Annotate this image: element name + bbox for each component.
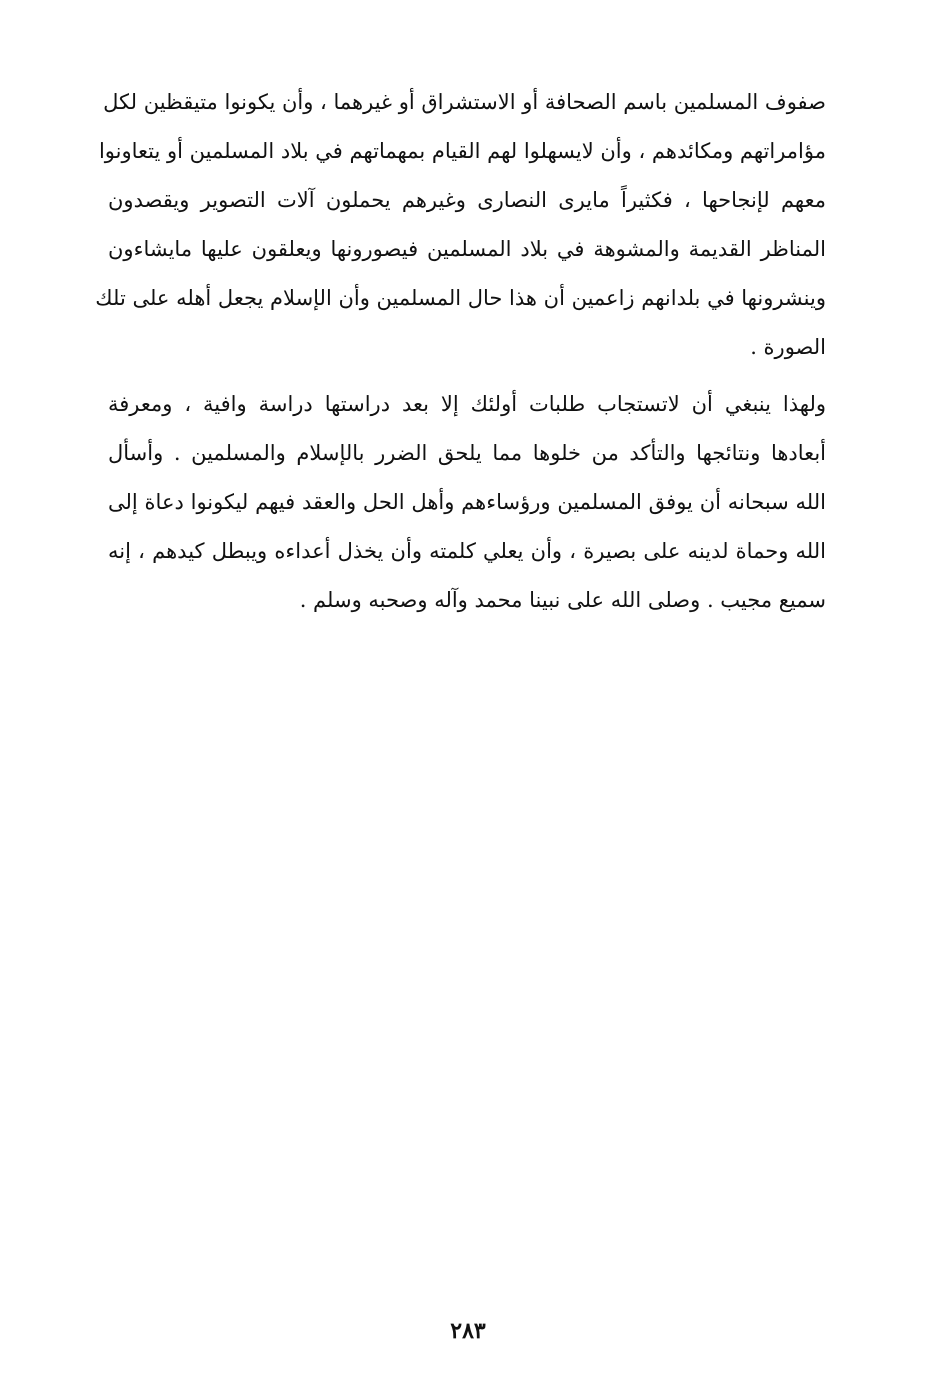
text-line: معهم لإنجاحها ، فكثيراً مايرى النصارى وغيرهم يحملون آلات التصوير ويقصدون [108,188,826,212]
text-line: سميع مجيب . وصلى الله على نبينا محمد وآله وصحبه وسلم . [299,588,826,612]
paragraph-spacer [108,372,826,380]
paragraph-1 [95,78,826,372]
text-line: المناظر القديمة والمشوهة في بلاد المسلمين فيصورونها ويعلقون عليها مايشاءون [108,237,826,261]
text-line: الله سبحانه أن يوفق المسلمين ورؤساءهم وأهل الحل والعقد فيهم ليكونوا دعاة إلى [108,490,826,514]
page-number: ٢٨٣ [450,1318,486,1344]
text-line: صفوف المسلمين باسم الصحافة أو الاستشراق أو غيرهما ، وأن يكونوا متيقظين لكل [103,90,826,114]
text-line: الصورة . [750,335,826,359]
text-line: أبعادها ونتائجها والتأكد من خلوها مما يلحق الضرر بالإسلام والمسلمين . وأسأل [108,441,826,465]
paragraph-2 [108,380,826,625]
body-text [95,78,826,625]
text-line: مؤامراتهم ومكائدهم ، وأن لايسهلوا لهم القيام بمهماتهم في بلاد المسلمين أو يتعاونوا [98,139,826,163]
text-line: وينشرونها في بلدانهم زاعمين أن هذا حال المسلمين وأن الإسلام يجعل أهله على تلك [95,286,826,310]
text-line: الله وحماة لدينه على بصيرة ، وأن يعلي كلمته وأن يخذل أعداءه ويبطل كيدهم ، إنه [108,539,826,563]
text-line: ولهذا ينبغي أن لاتستجاب طلبات أولئك إلا بعد دراستها دراسة وافية ، ومعرفة [108,392,826,416]
